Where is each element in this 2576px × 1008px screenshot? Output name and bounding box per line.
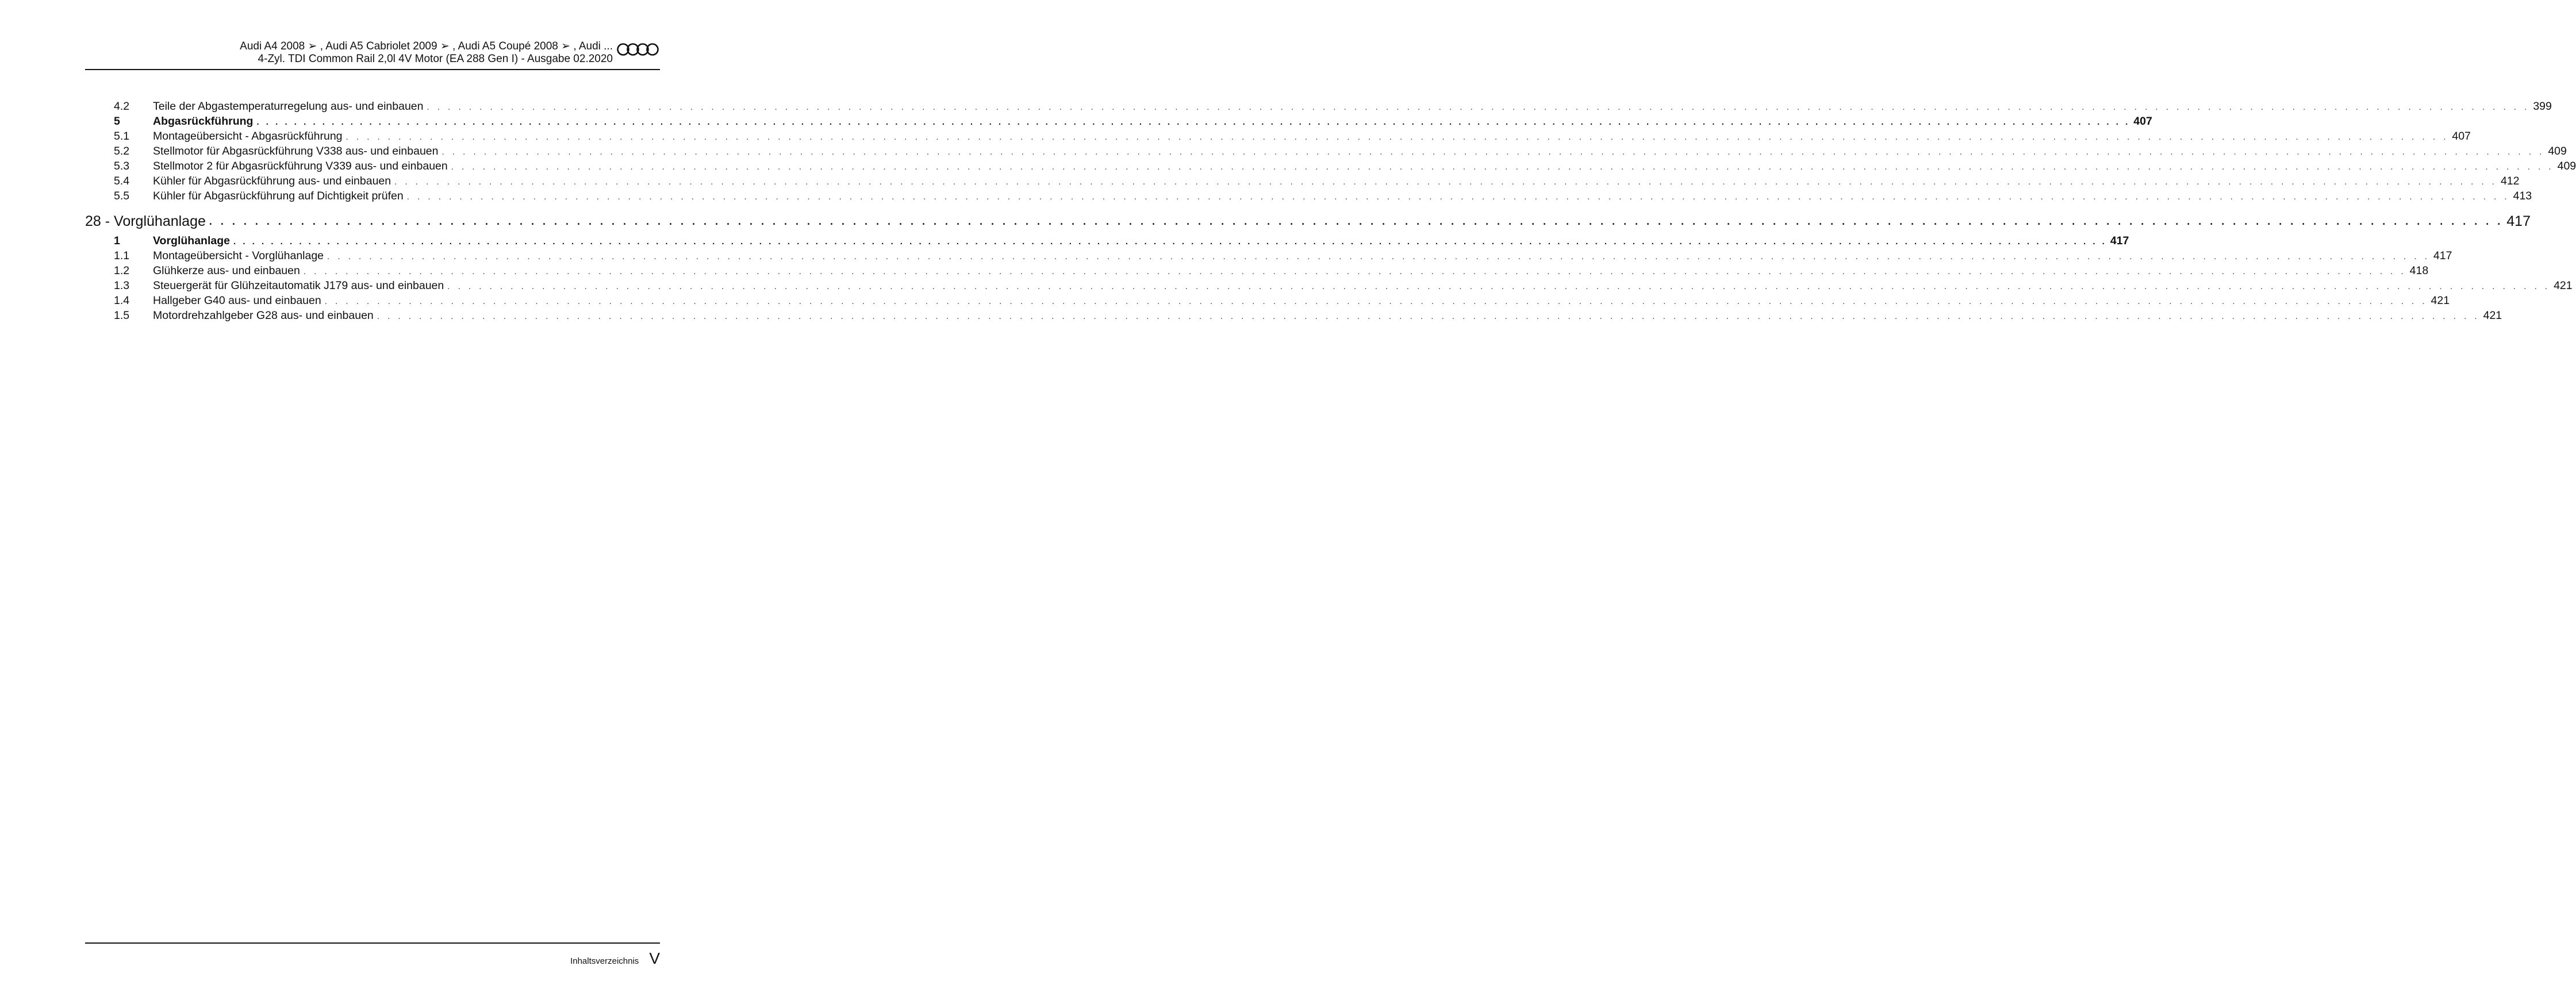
dot-leader: . . . . . . . . . . . . . . . . . . . . . . . . . . . . . . . . . . . . . . . . . . . . . . . . . . . . . . . . . . . . . . . . . . . . . . . . . . . . . . . . . . . . . . . . . . . . . . . . . . . . . . . . . . . . . . . . . . . . . . . . . . . . . . . . . . . . . . . . . . . . . . . . . . . . . . . . . . . . . . . . . . . . . . . . . . . . . . . . . . . . . . . . . . . . . . . . . . . . . . . . [324,297,2428,306]
toc-entry[interactable] [85,115,2152,130]
dot-leader: . . . . . . . . . . . . . . . . . . . . . . . . . . . . . . . . . . . . . . . . . . . . . . . . . . . . . . . . . . . . . . . . . . . . . . . . . . . . . . . . . . . . . . . . . . . . . . . . . . . . . . . . . . . . . . . . . . . . . . . . . . . . . . . . . . . . . . . . . . . . . . . . . . . . . . . . . . . . . . . . . . . . . . . . . . . . . . . . . . . . . . . . . . . . . . . . . . . . . . . . [377,311,2480,321]
toc-entry[interactable] [85,294,2450,309]
toc-entry-page: 407 [2130,115,2152,128]
toc-entry-number: 5.3 [114,160,130,172]
toc-entry-number: 5.4 [114,175,130,187]
table-of-contents [85,100,2576,324]
toc-entry[interactable] [85,100,2552,115]
toc-entry-page: 417 [2503,213,2531,230]
dot-leader: . . . . . . . . . . . . . . . . . . . . . . . . . . . . . . . . . . . . . . . . . . . . . . . . . . . . . . . . . . . . . . . . . . . . . . . . . . . . . . . . . . . . . . . . . . . . . . . . . . . . . . . . . . . . . . . . . . . . . . . . . . . . . . . . . . . . . . . . . . . . . . . . . . . . . . . . . . . . . . . . . . . . . . . . . . . . . . . . . . . . . . . . . . . . . . . . . . . . . . . . [303,267,2406,276]
toc-entry-number: 1 [114,234,120,247]
toc-entry-page: 421 [2428,294,2450,307]
toc-entry-page: 421 [2480,309,2502,322]
toc-entry[interactable] [85,175,2520,190]
toc-entry-page: 409 [2554,160,2576,173]
toc-entry-title: Teile der Abgastemperaturregelung aus- und einbauen [153,100,427,113]
toc-entry[interactable] [85,145,2567,160]
toc-entry-title: Motordrehzahlgeber G28 aus- und einbauen [153,309,377,322]
header-engine: 4-Zyl. TDI Common Rail 2,0l 4V Motor (EA 288 Gen I) - Ausgabe 02.2020 [258,53,613,65]
toc-entry-title: Glühkerze aus- und einbauen [153,264,304,278]
toc-entry-title: Abgasrückführung [153,115,256,128]
header-models: Audi A4 2008 ➢ , Audi A5 Cabriolet 2009 ➢ , Audi A5 Coupé 2008 ➢ , Audi ... [240,40,613,52]
toc-entry[interactable] [85,309,2502,324]
dot-leader: . . . . . . . . . . . . . . . . . . . . . . . . . . . . . . . . . . . . . . . . . . . . . . . . . . . . . . . . . . . . . . . . . . . . . . . . . . . . . . . . . . . . . . . . . . . . . . . . . . . . . . . . . . . . . . . . . . . . . . . . . . . . . . . . . . . . . . . . . . . . . . . . . . . . . . . . . . . . . . . . . . . . . . . . . . . . . . . . . . . . . . . . . . . . . . . . . . . . . . . . [427,102,2530,112]
dot-leader: . . . . . . . . . . . . . . . . . . . . . . . . . . . . . . . . . . . . . . . . . . . . . . . . . . . . . . . . . . . . . . . . . . . . . . . . . . . . . . . . . . . . . . . . . . . . . . . . . . . . . . . . . . . . . . . . . . . . . . . . . . . . . . . . . . . . . . . . . . . . . . . . . . . . . . . . . . . . . . . . . . . . . . . . . . . . . . . . . . . . . . . . . . . . . . . . . . . . . . . . [233,237,2107,247]
toc-entry[interactable] [85,190,2532,205]
toc-entry-title: Stellmotor für Abgasrückführung V338 aus- und einbauen [153,145,442,158]
dot-leader: . . . . . . . . . . . . . . . . . . . . . . . . . . . . . . . . . . . . . . . . . . . . . . . . . . . . . . . . . . . . . . . . . . . . . . . . . . . . . . . . . . . . . . . . . . . . . . . . . . . . . . . . . . . . . . . . . . . . . . . . . . . . . . . . . . . . . . . . . . . . . . . . . . . . . . . . . . . . . . . . . . . . . . . . . . . . . . . . . . . . . . . . . . . . . . . . . . . . . . . . [394,177,2497,187]
toc-entry-number: 5.5 [114,190,130,202]
toc-entry-page: 413 [2510,190,2532,203]
dot-leader: . . . . . . . . . . . . . . . . . . . . . . . . . . . . . . . . . . . . . . . . . . . . . . . . . . . . . . . . . . . . . . . . . . . . . . . . . . . . . . . . . . . . . . . . . . . . . . . . . . . . . . . . . . . . . . . . . . . . . . . . . . . . . . . . . . . . . . . . . . . . . . . . . . . . . . . . . . . . . . . . . . . . . . . . . . . . . . . . . . . . . . . . . . . . . . . . . . . . . . . . [256,117,2130,127]
toc-entry-number: 1.3 [114,279,130,292]
dot-leader: . . . . . . . . . . . . . . . . . . . . . . . . . . . . . . . . . . . . . . . . . . . . . . . . . . . . . . . . . . . . . . . . . . . . . . . . . . . . . . . . . . . . . . . . . . . . . . . . . . . . . . . . . . . . . . . . . . . . . . . . . . . . . . . . . . . . . . . . . . . . . . . . . . . . . . . . . . . . . . . . . . . . . . . . . . . . . . . . . . . . . . . . . . . . . . . . . . . . . . . . [451,162,2554,172]
header-divider [85,69,660,70]
dot-leader: . . . . . . . . . . . . . . . . . . . . . . . . . . . . . . . . . . . . . . . . . . . . . . . . . . . . . . . . . . . . . . . . . . . . . . . . . . . . . . . . . . . . . . . . . . . . . . . . . . . . . . . . . . . . . . . . . . . . . . . . . . . . . . . . . . . . . . . . . . . . . . . . . . . . . . . . . . . . . . . . . . . . . . . . . . . . . . . . . . . . . . . . . . . . . . . . . . . . . . . . [345,132,2449,142]
toc-entry-page: 418 [2406,264,2429,278]
page-footer [570,949,660,968]
toc-entry-title: 28 - Vorglühanlage [85,213,209,230]
toc-entry[interactable] [85,130,2471,145]
toc-entry[interactable] [85,234,2129,249]
footer-divider [85,942,660,944]
toc-entry-title: Montageübersicht - Abgasrückführung [153,130,346,143]
toc-entry-number: 1.4 [114,294,130,307]
toc-entry-number: 1.1 [114,249,130,262]
toc-entry-number: 1.5 [114,309,130,322]
dot-leader: . . . . . . . . . . . . . . . . . . . . . . . . . . . . . . . . . . . . . . . . . . . . . . . . . . . . . . . . . . . . . . . . . . . . . . . . . . . . . . . . . . . . . . . . . . . . . . . . . . . . . . . . . . . . . . . . . . . . . . . . . . . . . . . . . . . . . . . . . . . . . . . . . . . . . . . . . . . . . . . . . . . . . . . . . . . . . . . . . . . . . . . . . . . . . . . . . . . . . . . . [327,252,2430,261]
toc-entry-number: 5 [114,115,120,128]
toc-entry-page: 412 [2497,175,2520,188]
toc-entry-title: Steuergerät für Glühzeitautomatik J179 aus- und einbauen [153,279,447,293]
toc-entry-number: 1.2 [114,264,130,277]
toc-entry-title: Kühler für Abgasrückführung aus- und einbauen [153,175,394,188]
dot-leader: . . . . . . . . . . . . . . . . . . . . . . . . . . . . . . . . . . . . . . . . . . . . . . . . . . . . . . . . . . . . . . . . . . . . . . . . . . . . . . . . . . . . . . . . . . . . . . . . . . . . . . . . . . . . . . . . . . . . . . . . . . . . . . . . . . . . . . . . . . . . . . . . . . . . . . . . . . . . . . . . . . . . . . . . . . . . . . . . . . . . . . . . . . . . . . . . . . . . . . . . [209,215,2504,227]
toc-entry-title: Vorglühanlage [153,234,233,248]
toc-entry-page: 407 [2448,130,2471,143]
header-title [240,40,613,66]
toc-entry[interactable] [85,279,2573,294]
toc-entry-title: Montageübersicht - Vorglühanlage [153,249,327,263]
toc-entry-title: Hallgeber G40 aus- und einbauen [153,294,325,307]
toc-entry[interactable] [85,249,2452,264]
audi-rings-logo-icon [616,43,660,56]
page-header [85,40,660,70]
toc-entry-number: 5.2 [114,145,130,157]
toc-entry-number: 5.1 [114,130,130,143]
dot-leader: . . . . . . . . . . . . . . . . . . . . . . . . . . . . . . . . . . . . . . . . . . . . . . . . . . . . . . . . . . . . . . . . . . . . . . . . . . . . . . . . . . . . . . . . . . . . . . . . . . . . . . . . . . . . . . . . . . . . . . . . . . . . . . . . . . . . . . . . . . . . . . . . . . . . . . . . . . . . . . . . . . . . . . . . . . . . . . . . . . . . . . . . . . . . . . . . . . . . . . . . [442,147,2545,157]
toc-entry-page: 417 [2107,234,2129,248]
toc-entry-page: 409 [2544,145,2567,158]
dot-leader: . . . . . . . . . . . . . . . . . . . . . . . . . . . . . . . . . . . . . . . . . . . . . . . . . . . . . . . . . . . . . . . . . . . . . . . . . . . . . . . . . . . . . . . . . . . . . . . . . . . . . . . . . . . . . . . . . . . . . . . . . . . . . . . . . . . . . . . . . . . . . . . . . . . . . . . . . . . . . . . . . . . . . . . . . . . . . . . . . . . . . . . . . . . . . . . . . . . . . . . . [447,282,2551,291]
toc-entry-title: Kühler für Abgasrückführung auf Dichtigkeit prüfen [153,190,407,203]
dot-leader: . . . . . . . . . . . . . . . . . . . . . . . . . . . . . . . . . . . . . . . . . . . . . . . . . . . . . . . . . . . . . . . . . . . . . . . . . . . . . . . . . . . . . . . . . . . . . . . . . . . . . . . . . . . . . . . . . . . . . . . . . . . . . . . . . . . . . . . . . . . . . . . . . . . . . . . . . . . . . . . . . . . . . . . . . . . . . . . . . . . . . . . . . . . . . . . . . . . . . . . . [406,192,2510,202]
footer-label: Inhaltsverzeichnis [570,956,639,966]
toc-chapter-entry[interactable] [85,208,2531,234]
toc-entry-number: 4.2 [114,100,130,113]
toc-entry[interactable] [85,160,2576,175]
footer-page-number: V [649,949,660,967]
toc-entry-page: 421 [2550,279,2573,293]
toc-entry-page: 417 [2430,249,2452,263]
toc-entry[interactable] [85,264,2429,279]
toc-entry-title: Stellmotor 2 für Abgasrückführung V339 aus- und einbauen [153,160,451,173]
toc-entry-page: 399 [2529,100,2552,113]
